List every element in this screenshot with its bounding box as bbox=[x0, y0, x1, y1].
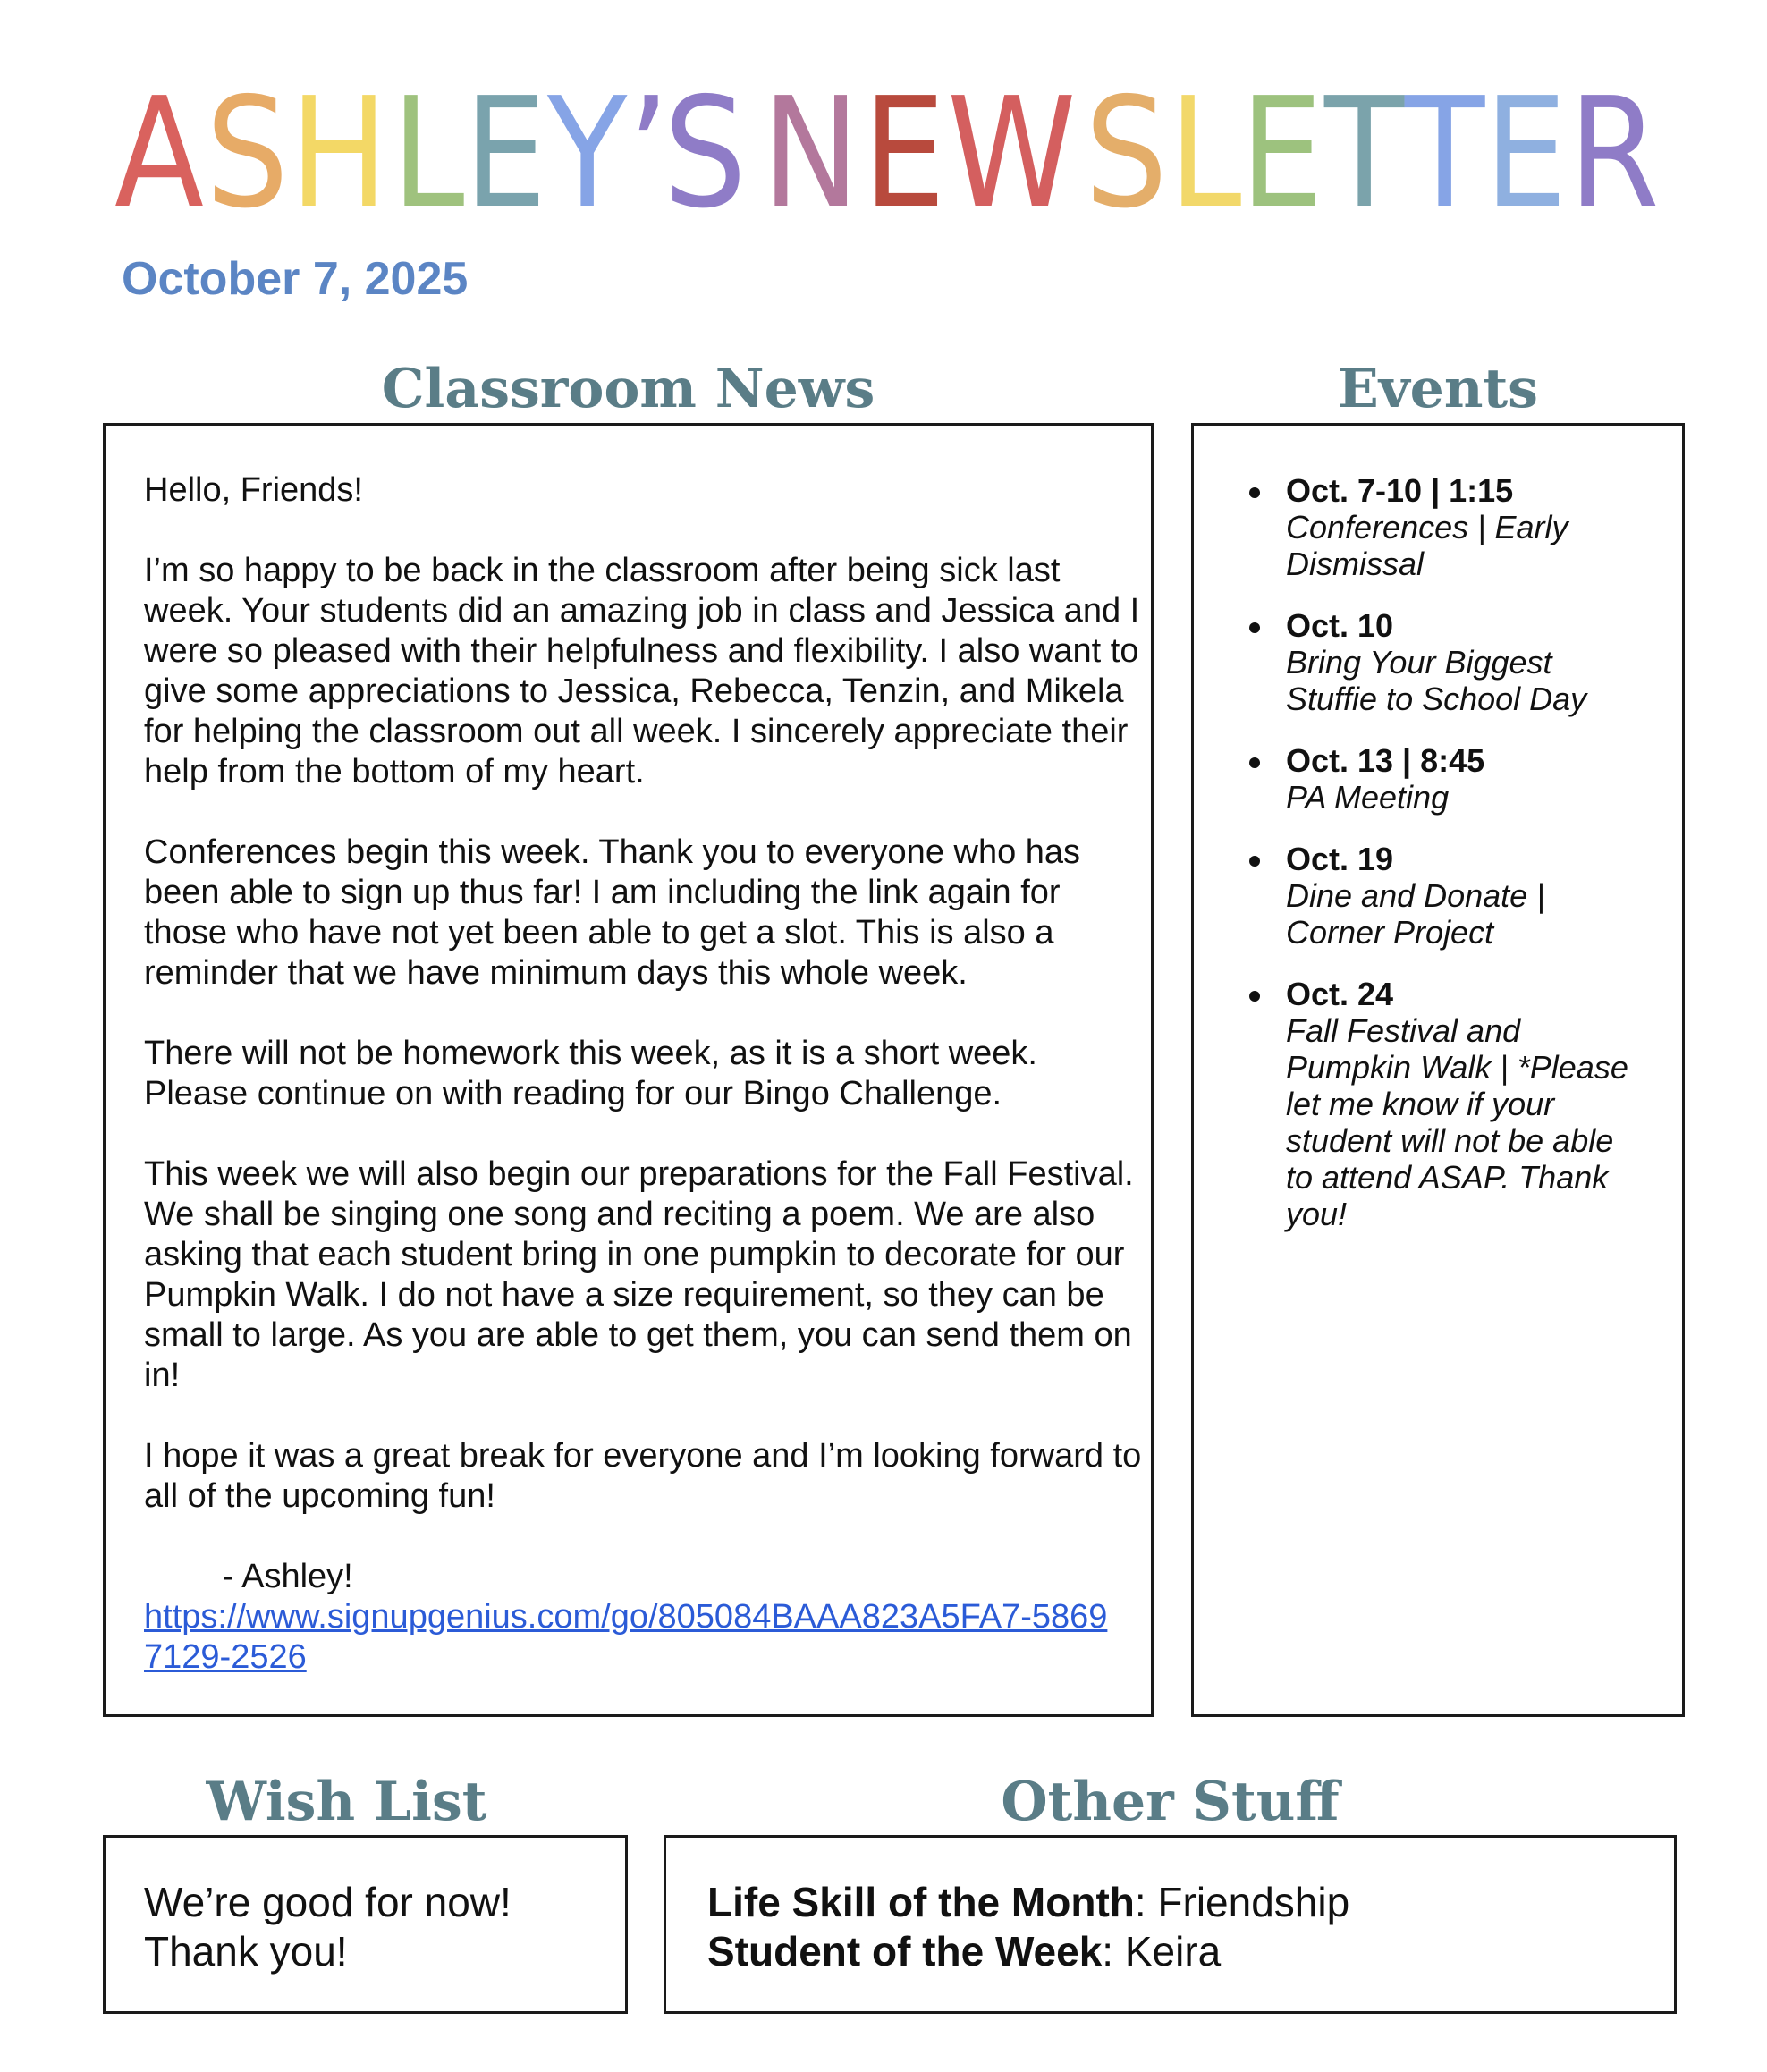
student-of-week-label: Student of the Week bbox=[707, 1928, 1103, 1975]
classroom-news-body bbox=[144, 470, 1146, 1678]
title-letter: T bbox=[1323, 65, 1406, 242]
event-description: Bring Your Biggest Stuffie to School Day bbox=[1286, 644, 1587, 717]
event-item bbox=[1246, 607, 1630, 717]
event-item bbox=[1246, 976, 1630, 1232]
title-letter: S bbox=[664, 65, 748, 242]
title-letter: A bbox=[114, 65, 206, 242]
title-letter: E bbox=[863, 65, 948, 242]
title-letter: R bbox=[1568, 65, 1661, 242]
student-of-week-line: Student of the Week: Keira bbox=[707, 1928, 1222, 1975]
other-stuff-body bbox=[707, 1878, 1349, 1976]
life-skill-value: Friendship bbox=[1157, 1879, 1350, 1925]
event-item bbox=[1246, 742, 1630, 816]
event-description: Fall Festival and Pumpkin Walk | *Please let me know if your student will not be able to attend ASAP. Thank you! bbox=[1286, 1012, 1628, 1232]
classroom-news-box bbox=[103, 423, 1154, 1717]
signature: - Ashley! bbox=[223, 1558, 353, 1595]
events-list bbox=[1246, 472, 1630, 1257]
event-description: PA Meeting bbox=[1286, 779, 1450, 816]
event-date: Oct. 7-10 | 1:15 bbox=[1286, 472, 1514, 509]
event-date: Oct. 24 bbox=[1286, 976, 1394, 1012]
wish-list-body bbox=[144, 1878, 512, 1976]
bullet-icon bbox=[1249, 757, 1260, 768]
newsletter-date: October 7, 2025 bbox=[122, 253, 469, 305]
title-letter: S bbox=[206, 65, 291, 242]
other-stuff-box bbox=[664, 1835, 1677, 2014]
wish-list-line: Thank you! bbox=[144, 1928, 348, 1975]
event-date: Oct. 10 bbox=[1286, 607, 1394, 644]
wish-list-heading: Wish List bbox=[206, 1771, 487, 1833]
events-box bbox=[1191, 423, 1685, 1717]
other-stuff-heading: Other Stuff bbox=[1001, 1771, 1340, 1833]
news-paragraph: Conferences begin this week. Thank you to everyone who has been able to sign up thus far! I am including the link again for those who have not yet been able to get a slot. This is also a reminder that we have minimum days this whole week. bbox=[144, 833, 1081, 992]
title-letter: E bbox=[1484, 65, 1569, 242]
news-paragraph: I’m so happy to be back in the classroom after being sick last week. Your students did an amazing job in class and Jessica and I were so pleased with their helpfulness and flexibility. I also want to give some appreciations to Jessica, Rebecca, Tenzin, and Mikela for helping the classroom out all week. I sincerely appreciate their help from the bottom of my heart. bbox=[144, 552, 1140, 791]
news-paragraph: There will not be homework this week, as it is a short week. Please continue on with reading for our Bingo Challenge. bbox=[144, 1035, 1037, 1112]
event-item bbox=[1246, 841, 1630, 951]
title-letter: L bbox=[1168, 65, 1243, 242]
title-letter: H bbox=[290, 65, 390, 242]
bullet-icon bbox=[1249, 622, 1260, 633]
event-description: Conferences | Early Dismissal bbox=[1286, 509, 1568, 582]
student-of-week-value: Keira bbox=[1124, 1928, 1222, 1975]
title-letter: W bbox=[946, 65, 1078, 242]
title-letter: L bbox=[392, 65, 467, 242]
signup-link[interactable]: https://www.signupgenius.com/go/805084BAAA823A5FA7-58697129-2526 bbox=[144, 1598, 1108, 1676]
title-letter: N bbox=[762, 65, 862, 242]
title-letter: S bbox=[1084, 65, 1170, 242]
wish-list-line: We’re good for now! bbox=[144, 1879, 512, 1925]
title-letter: E bbox=[1240, 65, 1325, 242]
title-letter: ’ bbox=[628, 65, 672, 242]
title-letter: E bbox=[463, 65, 548, 242]
title-letter: Y bbox=[547, 65, 630, 242]
news-paragraph: This week we will also begin our preparations for the Fall Festival. We shall be singing one song and reciting a poem. We are also asking that each student bring in one pumpkin to decorate for our Pumpkin Walk. I do not have a size requirement, so they can be small to large. As you are able to get them, you can send them on in! bbox=[144, 1155, 1134, 1394]
news-paragraph: I hope it was a great break for everyone and I’m looking forward to all of the upcoming fun! bbox=[144, 1437, 1142, 1515]
greeting: Hello, Friends! bbox=[144, 471, 363, 509]
event-date: Oct. 19 bbox=[1286, 841, 1394, 877]
bullet-icon bbox=[1249, 991, 1260, 1002]
classroom-news-heading: Classroom News bbox=[381, 358, 875, 420]
events-heading: Events bbox=[1338, 358, 1538, 420]
event-date: Oct. 13 | 8:45 bbox=[1286, 742, 1485, 779]
title-letter: T bbox=[1404, 65, 1486, 242]
bullet-icon bbox=[1249, 487, 1260, 498]
event-description: Dine and Donate | Corner Project bbox=[1286, 877, 1545, 951]
event-item bbox=[1246, 472, 1630, 582]
wish-list-box bbox=[103, 1835, 628, 2014]
life-skill-line: Life Skill of the Month: Friendship bbox=[707, 1879, 1350, 1925]
bullet-icon bbox=[1249, 856, 1260, 867]
newsletter-title bbox=[114, 65, 1661, 242]
life-skill-label: Life Skill of the Month bbox=[707, 1879, 1135, 1925]
